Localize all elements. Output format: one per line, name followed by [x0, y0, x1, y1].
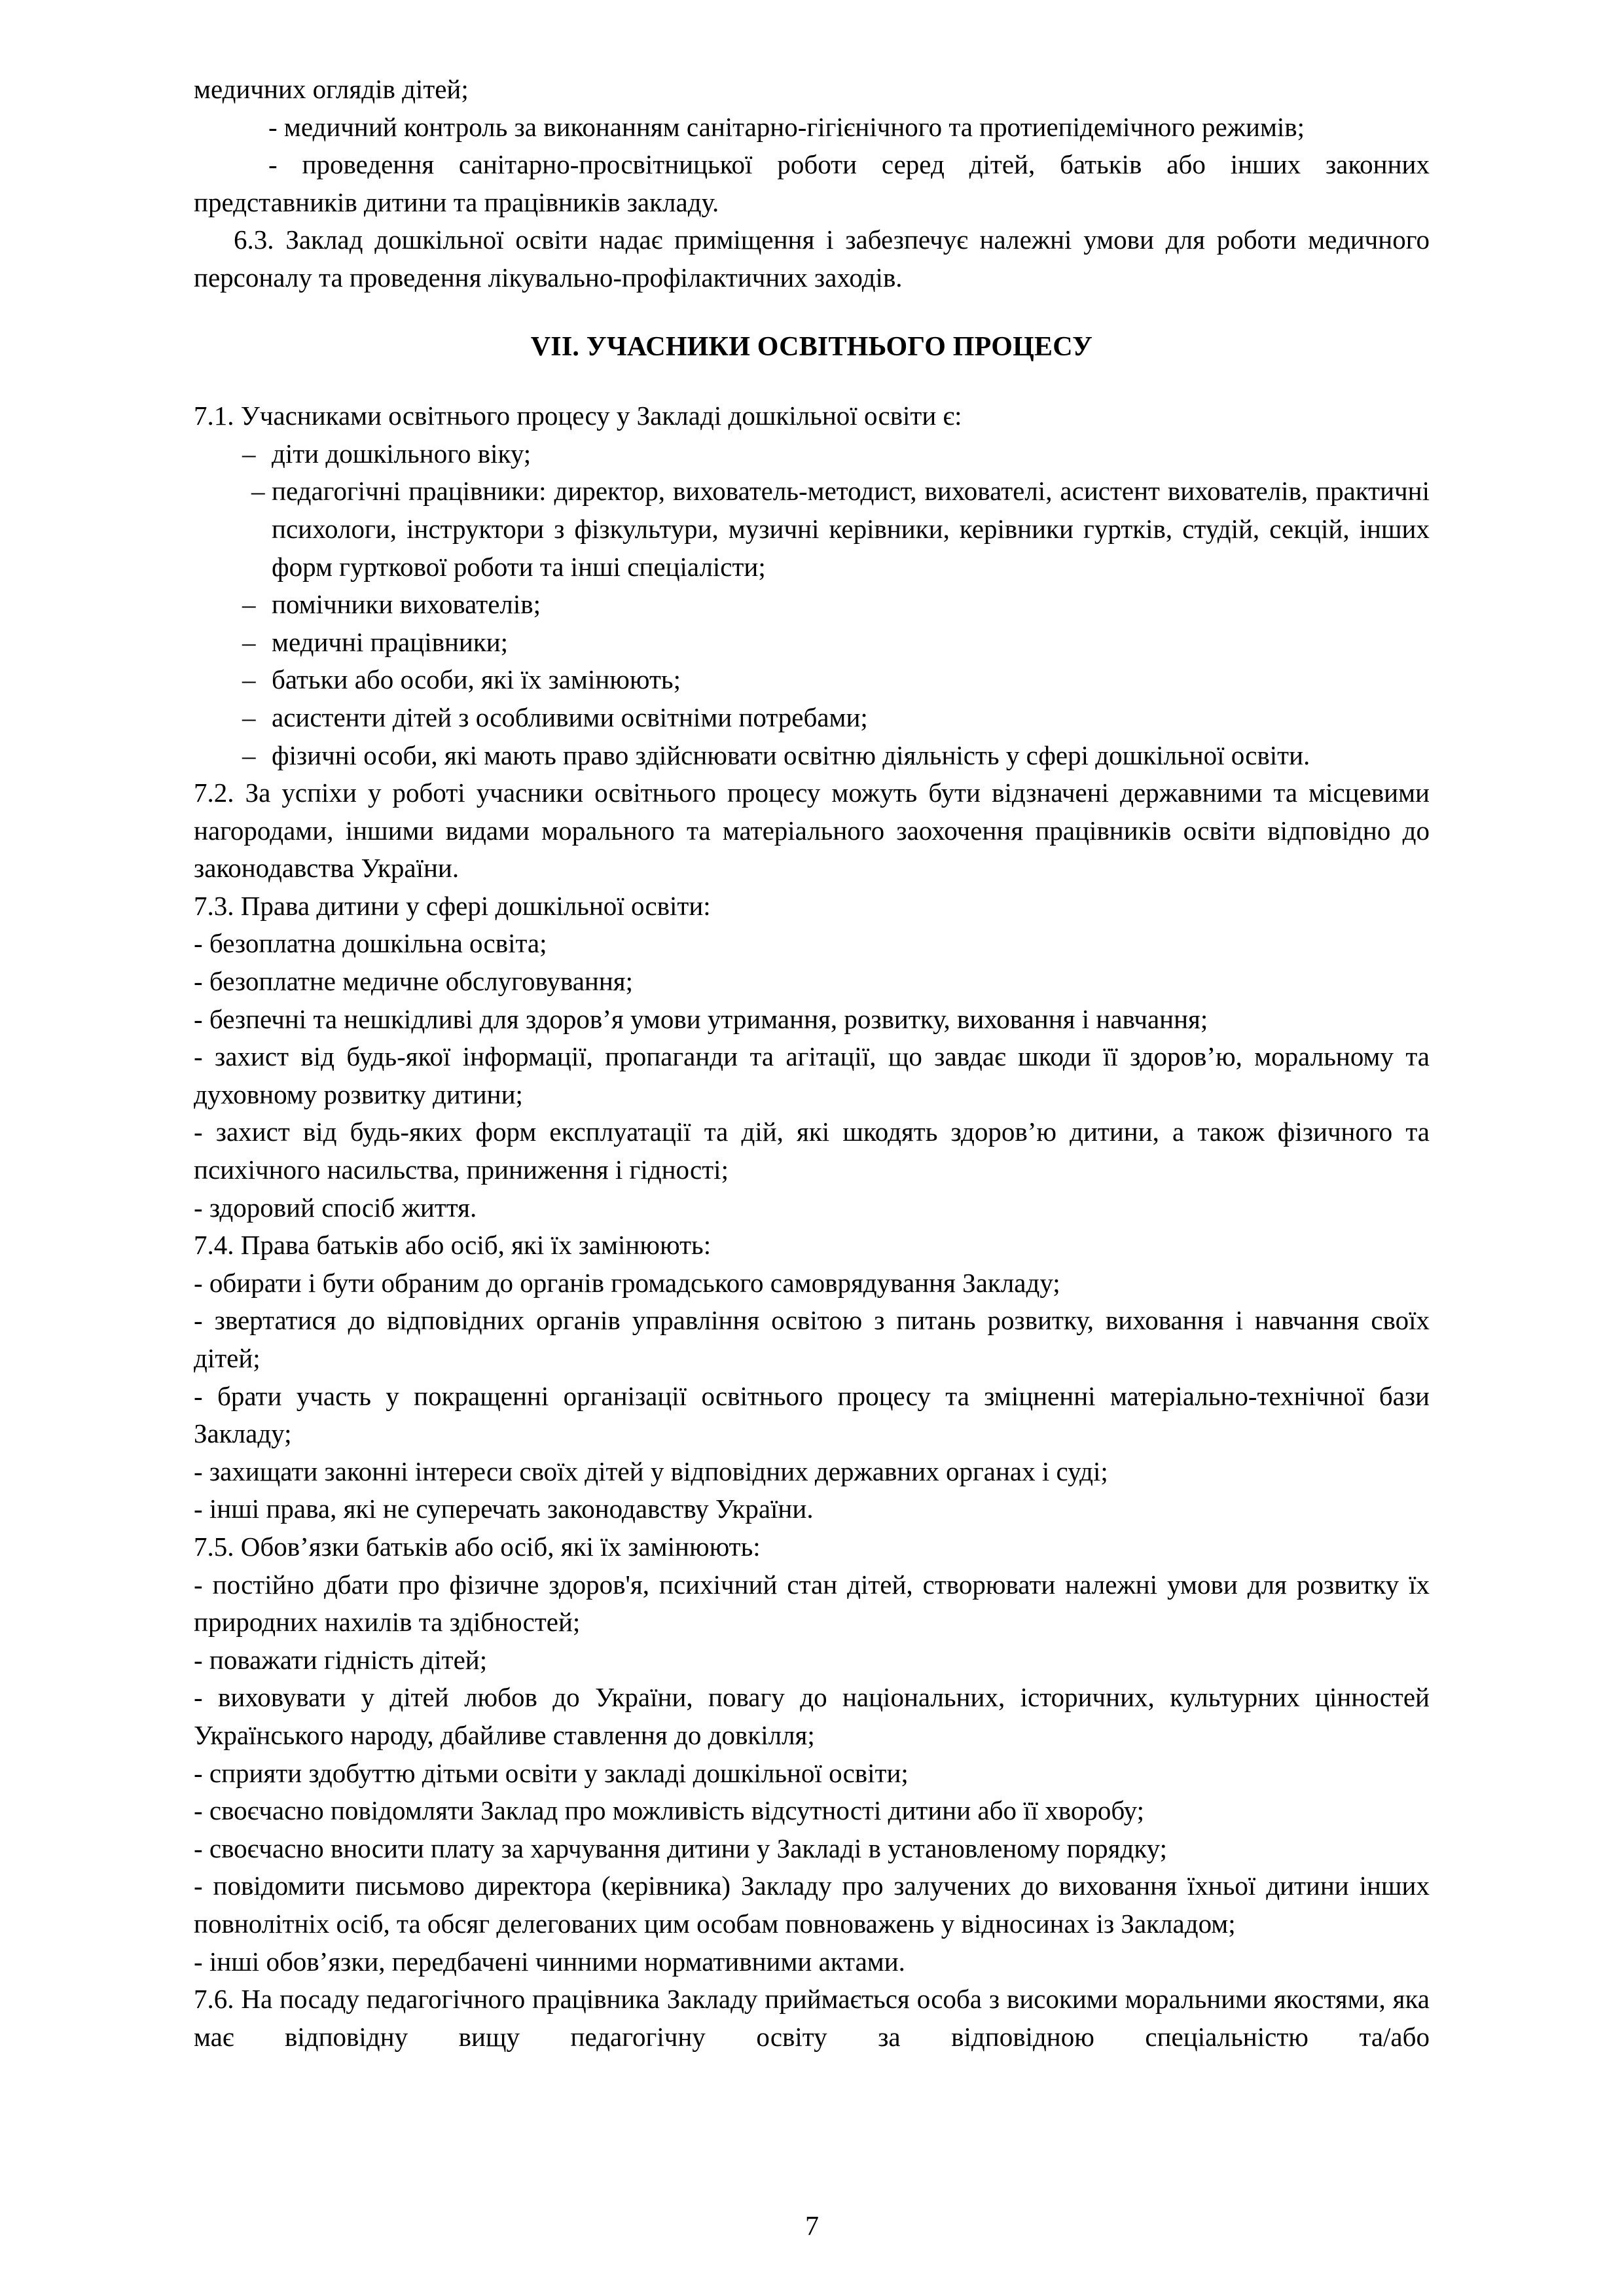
list-item: - інші права, які не суперечать законодавству України.	[194, 1494, 814, 1524]
list-item: - безоплатна дошкільна освіта;	[194, 928, 547, 959]
list-item	[194, 586, 1430, 624]
list-item	[194, 699, 1430, 737]
paragraph-7-1-intro: 7.1. Учасниками освітнього процесу у Закладі дошкільної освіти є:	[194, 401, 962, 431]
list-item: - захищати законні інтереси своїх дітей у відповідних державних органах і суді;	[194, 1456, 1108, 1486]
list-item	[194, 737, 1430, 775]
paragraph-7-3-intro: 7.3. Права дитини у сфері дошкільної освіти:	[194, 890, 711, 921]
list-item: - безпечні та нешкідливі для здоров’я умови утримання, розвитку, виховання і навчання;	[194, 1003, 1208, 1034]
list-item: - обирати і бути обраним до органів громадського самоврядування Закладу;	[194, 1267, 1060, 1298]
dash-bullet: –	[242, 702, 256, 732]
dash-bullet: –	[251, 476, 265, 507]
list-item-text: асистенти дітей з особливими освітніми потребами;	[272, 702, 868, 732]
section-heading: VІІ. УЧАСНИКИ ОСВІТНЬОГО ПРОЦЕСУ	[530, 331, 1093, 362]
list-item: - брати участь у покращенні організації освітнього процесу та зміцненні матеріально-технічної бази Закладу;	[194, 1380, 1430, 1449]
paragraph-7-5-intro: 7.5. Обов’язки батьків або осіб, які їх замінюють:	[194, 1531, 761, 1562]
document-page	[194, 71, 1430, 2056]
list-item-text: педагогічні працівники: директор, вихователь-методист, вихователі, асистент вихователів, практичні психологи, інструктори з фізкультури, музичні керівники, керівники гуртків, студій, секцій, інших форм гурткової роботи та інші спеціалісти;	[272, 476, 1430, 582]
list-item-text: діти дошкільного віку;	[272, 438, 532, 469]
paragraph-7-4-intro: 7.4. Права батьків або осіб, які їх замінюють:	[194, 1230, 712, 1261]
page-number: 7	[805, 2212, 819, 2242]
list-item: - захист від будь-якої інформації, пропаганди та агітації, що завдає шкоди її здоров’ю, моральному та духовному розвитку дитини;	[194, 1041, 1430, 1109]
list-item: - повідомити письмово директора (керівника) Закладу про залучених до виховання їхньої дитини інших повнолітніх осіб, та обсяг делегованих цим особам повноважень у відносинах із Закладом;	[194, 1871, 1430, 1939]
dash-bullet: –	[242, 589, 256, 620]
list-item-text: помічники вихователів;	[272, 589, 541, 620]
list-item	[194, 473, 1430, 586]
list-item: - своєчасно повідомляти Заклад про можливість відсутності дитини або її хворобу;	[194, 1795, 1144, 1826]
list-item: - звертатися до відповідних органів управління освітою з питань розвитку, виховання і навчання своїх дітей;	[194, 1305, 1430, 1373]
paragraph-continuation: медичних оглядів дітей;	[194, 74, 469, 104]
paragraph-7-6: 7.6. На посаду педагогічного працівника Закладу приймається особа з високими моральними якостями, яка має відповідну вищу педагогічну освіту за відповідною спеціальністю та/або	[194, 1984, 1430, 2052]
list-item-text: фізичні особи, які мають право здійснювати освітню діяльність у сфері дошкільної освіти.	[272, 740, 1310, 770]
list-item: - постійно дбати про фізичне здоров'я, психічний стан дітей, створювати належні умови для розвитку їх природних нахилів та здібностей;	[194, 1569, 1430, 1638]
list-item: - здоровий спосіб життя.	[194, 1192, 477, 1223]
dash-bullet: –	[242, 664, 256, 695]
list-item: - виховувати у дітей любов до України, повагу до національних, історичних, культурних цінностей Українського народу, дбайливе ставлення до довкілля;	[194, 1682, 1430, 1750]
list-item	[194, 624, 1430, 662]
dash-bullet: –	[242, 438, 256, 469]
paragraph-medical-control: - медичний контроль за виконанням санітарно-гігієнічного та протиепідемічного режимів;	[268, 111, 1305, 142]
list-item: - інші обов’язки, передбачені чинними нормативними актами.	[194, 1946, 905, 1977]
participants-list	[194, 435, 1430, 774]
list-item-text: батьки або особи, які їх замінюють;	[272, 664, 681, 695]
dash-bullet: –	[242, 626, 256, 657]
paragraph-6-3: 6.3. Заклад дошкільної освіти надає приміщення і забезпечує належні умови для роботи медичного персоналу та проведення лікувально-профілактичних заходів.	[194, 224, 1430, 293]
list-item: - сприяти здобуттю дітьми освіти у закладі дошкільної освіти;	[194, 1757, 909, 1788]
list-item: - захист від будь-яких форм експлуатації та дій, які шкодять здоров’ю дитини, а також фізичного та психічного насильства, приниження і гідності;	[194, 1117, 1430, 1185]
paragraph-sanitary-education: - проведення санітарно-просвітницької роботи серед дітей, батьків або інших законних представників дитини та працівників закладу.	[194, 149, 1430, 217]
list-item-text: медичні працівники;	[272, 626, 509, 657]
list-item	[194, 661, 1430, 699]
paragraph-7-2: 7.2. За успіхи у роботі учасники освітнього процесу можуть бути відзначені державними та місцевими нагородами, іншими видами морального та матеріального заохочення працівників освіти відповідно до законодавства України.	[194, 778, 1430, 884]
list-item: - поважати гідність дітей;	[194, 1644, 488, 1675]
dash-bullet: –	[242, 740, 256, 770]
list-item: - своєчасно вносити плату за харчування дитини у Закладі в установленому порядку;	[194, 1833, 1168, 1863]
list-item: - безоплатне медичне обслуговування;	[194, 966, 634, 997]
list-item	[194, 435, 1430, 473]
